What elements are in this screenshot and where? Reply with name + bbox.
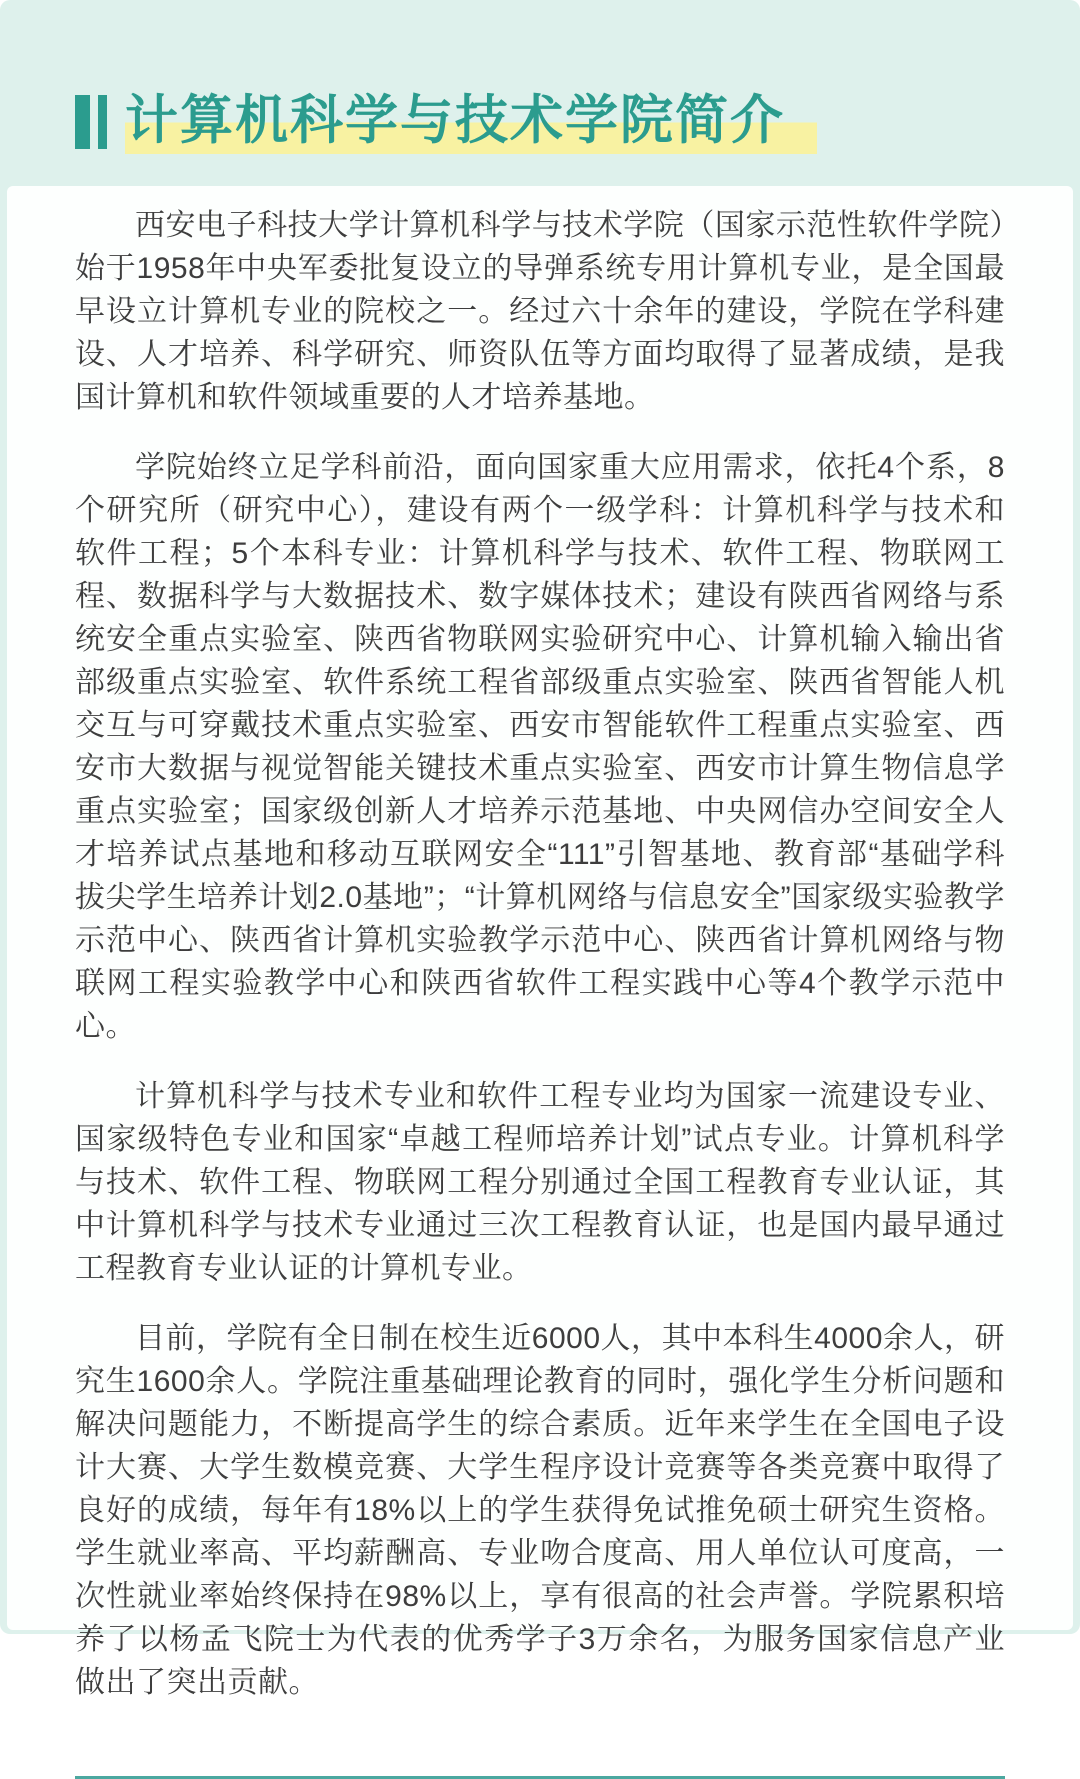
- paragraph-students-achievements: 目前，学院有全日制在校生近6000人，其中本科生4000余人，研究生1600余人。学院注重基础理论教育的同时，强化学生分析问题和解决问题能力，不断提高学生的综合素质。近年来学生在全国电子设计大赛、大学生数模竞赛、大学生程序设计竞赛等各类竞赛中取得了良好的成绩，每年有18%以上的学生获得免试推免硕士研究生资格。学生就业率高、平均薪酬高、专业吻合度高、用人单位认可度高，一次性就业率始终保持在98%以上，享有很高的社会声誉。学院累积培养了以杨孟飞院士为代表的优秀学子3万余名，为服务国家信息产业做出了突出贡献。: [75, 1322, 1005, 1699]
- paragraph-intro: 西安电子科技大学计算机科学与技术学院（国家示范性软件学院）始于1958年中央军委批复设立的导弹系统专用计算机专业，是全国最早设立计算机专业的院校之一。经过六十余年的建设，学院在学科建设、人才培养、科学研究、师资队伍等方面均取得了显著成绩，是我国计算机和软件领域重要的人才培养基地。: [75, 209, 1005, 414]
- double-bar-icon: [75, 95, 107, 149]
- double-bar-icon-right: [98, 95, 107, 149]
- page-title: 计算机科学与技术学院简介: [125, 88, 817, 154]
- article-card: [7, 186, 1073, 1699]
- paragraph-majors-accreditation: 计算机科学与技术专业和软件工程专业均为国家一流建设专业、国家级特色专业和国家“卓越工程师培养计划”试点专业。计算机科学与技术、软件工程、物联网工程分别通过全国工程教育专业认证，其中计算机科学与技术专业通过三次工程教育认证，也是国内最早通过工程教育专业认证的计算机专业。: [75, 1080, 1005, 1285]
- paragraph-disciplines-labs: 学院始终立足学科前沿，面向国家重大应用需求，依托4个系，8个研究所（研究中心），建设有两个一级学科：计算机科学与技术和软件工程；5个本科专业：计算机科学与技术、软件工程、物联网工程、数据科学与大数据技术、数字媒体技术；建设有陕西省网络与系统安全重点实验室、陕西省物联网实验研究中心、计算机输入输出省部级重点实验室、软件系统工程省部级重点实验室、陕西省智能人机交互与可穿戴技术重点实验室、西安市智能软件工程重点实验室、西安市大数据与视觉智能关键技术重点实验室、西安市计算生物信息学重点实验室；国家级创新人才培养示范基地、中央网信办空间安全人才培养试点基地和移动互联网安全“111”引智基地、教育部“基础学科拔尖学生培养计划2.0基地”；“计算机网络与信息安全”国家级实验教学示范中心、陕西省计算机实验教学示范中心、陕西省计算机网络与物联网工程实验教学中心和陕西省软件工程实践中心等4个教学示范中心。: [75, 451, 1005, 1043]
- article-content: [7, 186, 1073, 1779]
- page-header: [75, 88, 817, 154]
- double-bar-icon-left: [75, 95, 90, 149]
